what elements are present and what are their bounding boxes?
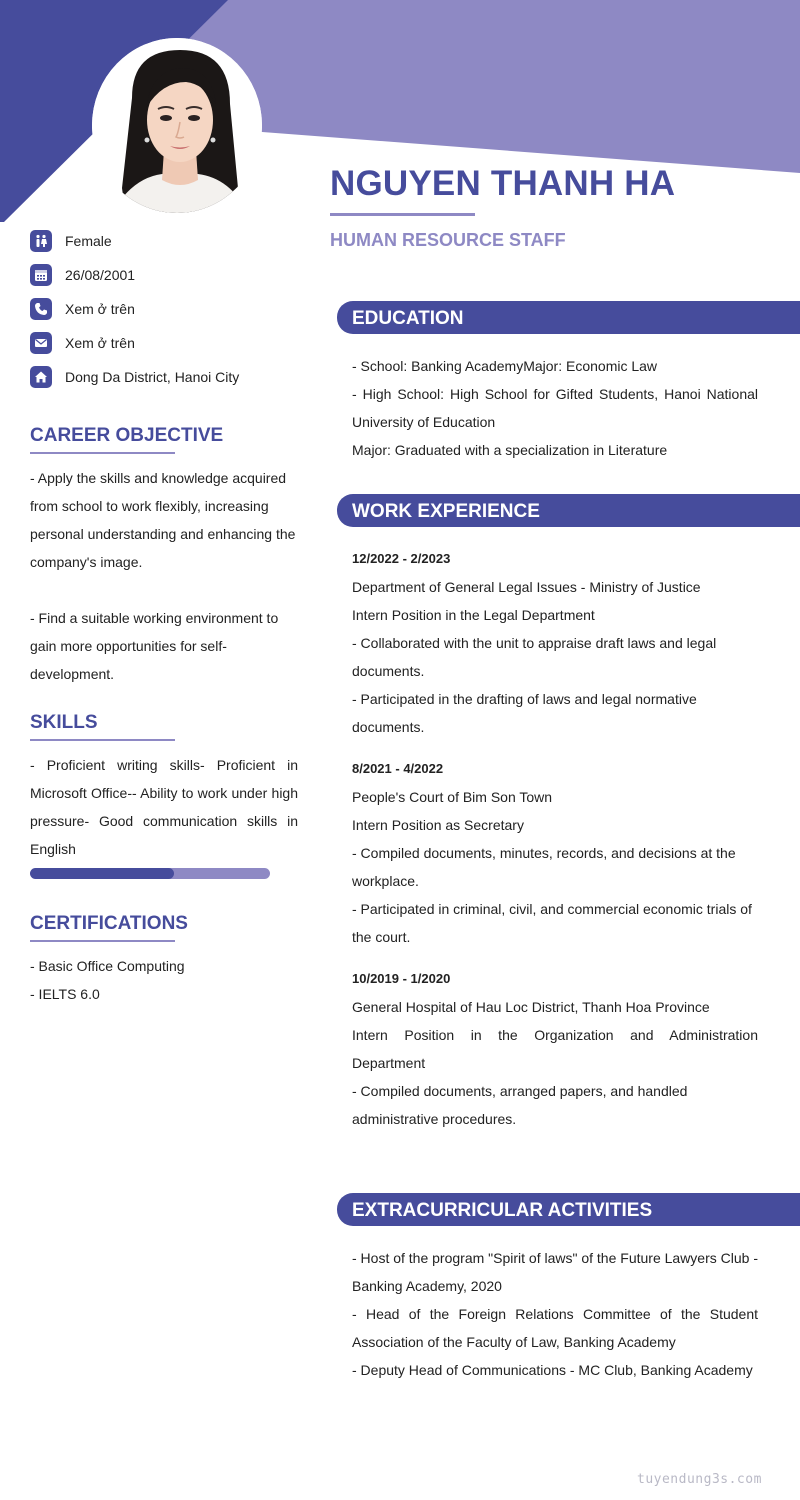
career-objective-underline (30, 452, 175, 454)
job-line: Department of General Legal Issues - Ministry of Justice (352, 579, 701, 595)
work-experience-header: WORK EXPERIENCE (337, 494, 800, 527)
info-email-value: Xem ở trên (65, 335, 135, 351)
job-line: - Compiled documents, arranged papers, and handled administrative procedures. (352, 1083, 688, 1127)
education-content (352, 352, 758, 464)
phone-icon (30, 298, 52, 320)
job-line: People's Court of Bim Son Town (352, 789, 553, 805)
home-icon (30, 366, 52, 388)
info-gender (30, 224, 310, 258)
watermark: tuyendung3s.com (637, 1472, 762, 1487)
info-email (30, 326, 310, 360)
name-underline (330, 213, 475, 216)
job-line: Intern Position in the Organization and Administration Department (352, 1027, 758, 1071)
info-address (30, 360, 310, 394)
work-experience-content (352, 545, 758, 1133)
avatar (92, 38, 262, 213)
info-birthdate-value: 26/08/2001 (65, 267, 136, 283)
profile-name: NGUYEN THANH HA (330, 164, 676, 203)
profile-photo (92, 38, 262, 213)
info-address-value: Dong Da District, Hanoi City (65, 369, 240, 385)
career-objective-paragraph-1: - Apply the skills and knowledge acquired from school to work flexibly, increasing personal understanding and enhancing the company's image. (30, 470, 296, 570)
skills-text: - Proficient writing skills- Proficient in Microsoft Office-- Ability to work under high pressure- Good communication skills in English (30, 757, 298, 857)
job-line: - Participated in the drafting of laws and legal normative documents. (352, 691, 697, 735)
skill-level-fill (30, 868, 174, 879)
certifications-underline (30, 940, 175, 942)
info-phone-value: Xem ở trên (65, 301, 135, 317)
certification-item: - IELTS 6.0 (30, 986, 100, 1002)
calendar-icon (30, 264, 52, 286)
education-header: EDUCATION (337, 301, 800, 334)
job-line: Intern Position as Secretary (352, 817, 524, 833)
job-line: General Hospital of Hau Loc District, Thanh Hoa Province (352, 999, 710, 1015)
skill-level-bar (30, 868, 270, 879)
career-objective-paragraph-2: - Find a suitable working environment to gain more opportunities for self-development. (30, 610, 279, 682)
certification-item: - Basic Office Computing (30, 958, 185, 974)
job-line: Intern Position in the Legal Department (352, 607, 595, 623)
certifications-list (30, 952, 298, 1008)
activity-item: - Host of the program "Spirit of laws" of the Future Lawyers Club - Banking Academy, 2020 (352, 1250, 758, 1294)
extracurricular-content (352, 1244, 758, 1384)
skills-title: SKILLS (30, 712, 98, 733)
job-period: 10/2019 - 1/2020 (352, 971, 451, 986)
education-line-1: - School: Banking AcademyMajor: Economic Law (352, 358, 658, 374)
job-entry (352, 755, 758, 951)
activity-item: - Head of the Foreign Relations Committee of the Student Association of the Faculty of Law, Banking Academy (352, 1306, 758, 1350)
skills-underline (30, 739, 175, 741)
job-entry (352, 965, 758, 1133)
extracurricular-header: EXTRACURRICULAR ACTIVITIES (337, 1193, 800, 1226)
info-gender-value: Female (65, 233, 112, 249)
job-line: - Participated in criminal, civil, and commercial economic trials of the court. (352, 901, 752, 945)
info-birthdate (30, 258, 310, 292)
mail-icon (30, 332, 52, 354)
education-line-3: Major: Graduated with a specialization in Literature (352, 442, 668, 458)
job-line: - Collaborated with the unit to appraise draft laws and legal documents. (352, 635, 717, 679)
career-objective-text (30, 464, 298, 688)
job-period: 8/2021 - 4/2022 (352, 761, 444, 776)
job-entry (352, 545, 758, 741)
info-phone (30, 292, 310, 326)
gender-icon (30, 230, 52, 252)
activity-item: - Deputy Head of Communications - MC Club, Banking Academy (352, 1362, 753, 1378)
job-line: - Compiled documents, minutes, records, and decisions at the workplace. (352, 845, 736, 889)
profile-position: HUMAN RESOURCE STAFF (330, 230, 566, 250)
personal-info-list (30, 224, 310, 394)
education-line-2: - High School: High School for Gifted Students, Hanoi National University of Education (352, 386, 758, 430)
certifications-title: CERTIFICATIONS (30, 913, 188, 934)
career-objective-title: CAREER OBJECTIVE (30, 425, 224, 446)
job-period: 12/2022 - 2/2023 (352, 551, 451, 566)
